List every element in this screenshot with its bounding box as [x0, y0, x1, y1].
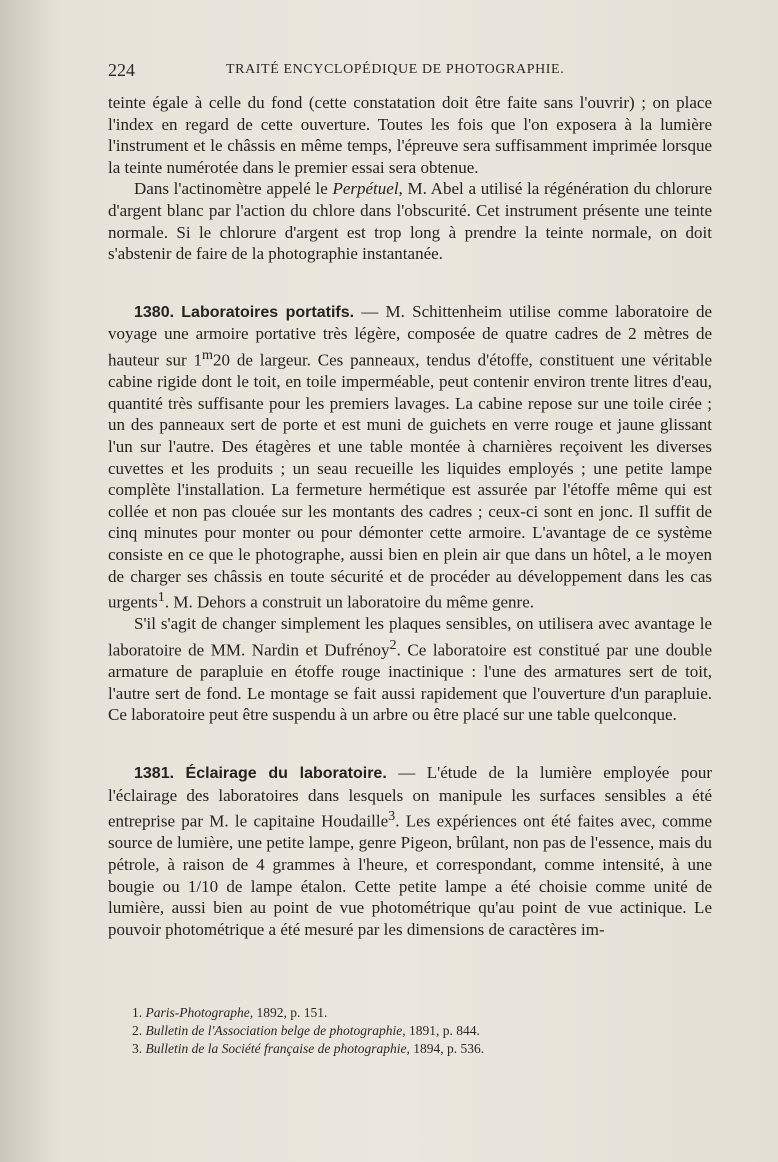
section-1380: [108, 301, 712, 614]
page-header: [108, 60, 710, 82]
text-run: M. Abel a utilisé la régénération du chlorure d'argent blanc par l'action du chlore dans l'obscurité. Cet instrument présente une teinte normale. Si le chlorure d'argent est trop long à prendre la teinte normale, on doit s'abstenir de faire de la photographie instantanée.: [108, 179, 712, 264]
text-run: S'il s'agit de changer simplement les plaques sensibles, on utilisera avec avantage le laboratoire de MM. Nardin et Dufrénoy: [108, 614, 712, 660]
italic-term: Perpétuel,: [332, 179, 403, 199]
footnote: [132, 1022, 712, 1040]
section-1381: [108, 762, 712, 940]
section-title: Éclairage du laboratoire.: [185, 765, 387, 782]
footnotes: [132, 1004, 712, 1058]
superscript: m: [201, 346, 213, 363]
paragraph-nardin: [108, 613, 712, 726]
running-title: TRAITÉ ENCYCLOPÉDIQUE DE PHOTOGRAPHIE.: [226, 62, 565, 77]
page-number: 224: [108, 60, 135, 80]
paragraph-perpetuel: [108, 178, 712, 264]
footnote-source: Bulletin de l'Association belge de photographie,: [145, 1023, 406, 1038]
text-run: . Les expériences ont été faites avec, comme source de lumière, une petite lampe, genre Pigeon, brûlant, non pas de l'essence, mais du pétrole, à raison de 4 grammes à l'heure, et correspondant, comme intensité, à une bougie ou 1/10 de lampe étalon. Cette petite lampe a été choisie comme unité de lumière, aussi bien au point de vue photométrique qu'au point de vue actinique. Le pouvoir photométrique a été mesuré par les dimensions de caractères im-: [108, 811, 712, 939]
footnote-number: 1.: [132, 1005, 143, 1020]
text-run: . M. Dehors a construit un laboratoire du même genre.: [164, 592, 534, 612]
footnote-ref: 1: [157, 589, 165, 606]
text-run: Dans l'actinomètre appelé le: [134, 179, 333, 199]
text-run: 20 de largeur. Ces panneaux, tendus d'étoffe, constituent une véritable cabine rigide dont le toit, en toile imperméable, peut contenir environ trente litres d'eau, quantité très suffisante pour les premiers lavages. La cabine repose sur une toile cirée ; un des panneaux sert de porte et est muni de guichets en verre rouge et jaune glissant l'un sur l'autre. Des étagères et une table montée à charnières reçoivent les diverses cuvettes et les produits ; un seau recueille les liquides employés ; une petite lampe complète l'installation. La fermeture hermétique est assurée par l'étoffe même qui est collée et non pas clouée sur les montants des cadres ; ceux-ci sont en jonc. Il suffit de cinq minutes pour monter ou pour démonter cette armoire. L'avantage de ce système consiste en ce que le photographe, aussi bien en plein air que dans un hôtel, a le moyen de charger ses châssis en toute sécurité et de procéder au développement dans les cas urgents: [108, 350, 712, 612]
section-number: 1380.: [134, 303, 175, 321]
footnote-source: Bulletin de la Société française de photographie,: [145, 1041, 410, 1056]
body-text: [108, 92, 712, 940]
text-run: — L'étude de la lumière employée pour l'éclairage des laboratoires dans lesquels on manipule les surfaces sensibles a été entreprise par M. le capitaine Houdaille: [108, 763, 712, 831]
footnote-details: 1894, p. 536.: [409, 1041, 485, 1056]
footnote-ref: 3: [388, 808, 396, 825]
footnote-details: 1892, p. 151.: [253, 1005, 328, 1020]
footnote: [132, 1004, 712, 1022]
text-run: . Ce laboratoire est constitué par une double armature de parapluie en étoffe rouge inactinique : l'une des armatures sert de toit, l'autre sert de fond. Le montage se fait aussi rapidement que l'ouverture d'un parapluie. Ce laboratoire peut être suspendu à un arbre ou être placé sur une table quelconque.: [108, 640, 712, 725]
footnote: [132, 1040, 712, 1058]
text-run: — M. Schittenheim utilise comme laboratoire de voyage une armoire portative très légère, composée de quatre cadres de 2 mètres de hauteur sur 1: [108, 301, 713, 370]
footnote-number: 2.: [132, 1023, 143, 1038]
footnote-number: 3.: [132, 1041, 143, 1056]
footnote-ref: 2: [389, 636, 397, 653]
section-number: 1381.: [134, 765, 175, 782]
footnote-details: 1891, p. 844.: [405, 1023, 480, 1038]
section-title: Laboratoires portatifs.: [181, 303, 355, 321]
paragraph-continuation: teinte égale à celle du fond (cette constatation doit être faite sans l'ouvrir) ; on place l'index en regard de cette ouverture. Toutes les fois que l'on exposera à la lumière l'instrument et le châssis en même temps, l'épreuve sera suffisamment imprimée lorsque la teinte numérotée dans le premier essai sera obtenue.: [108, 93, 712, 177]
footnote-source: Paris-Photographe,: [145, 1005, 254, 1020]
